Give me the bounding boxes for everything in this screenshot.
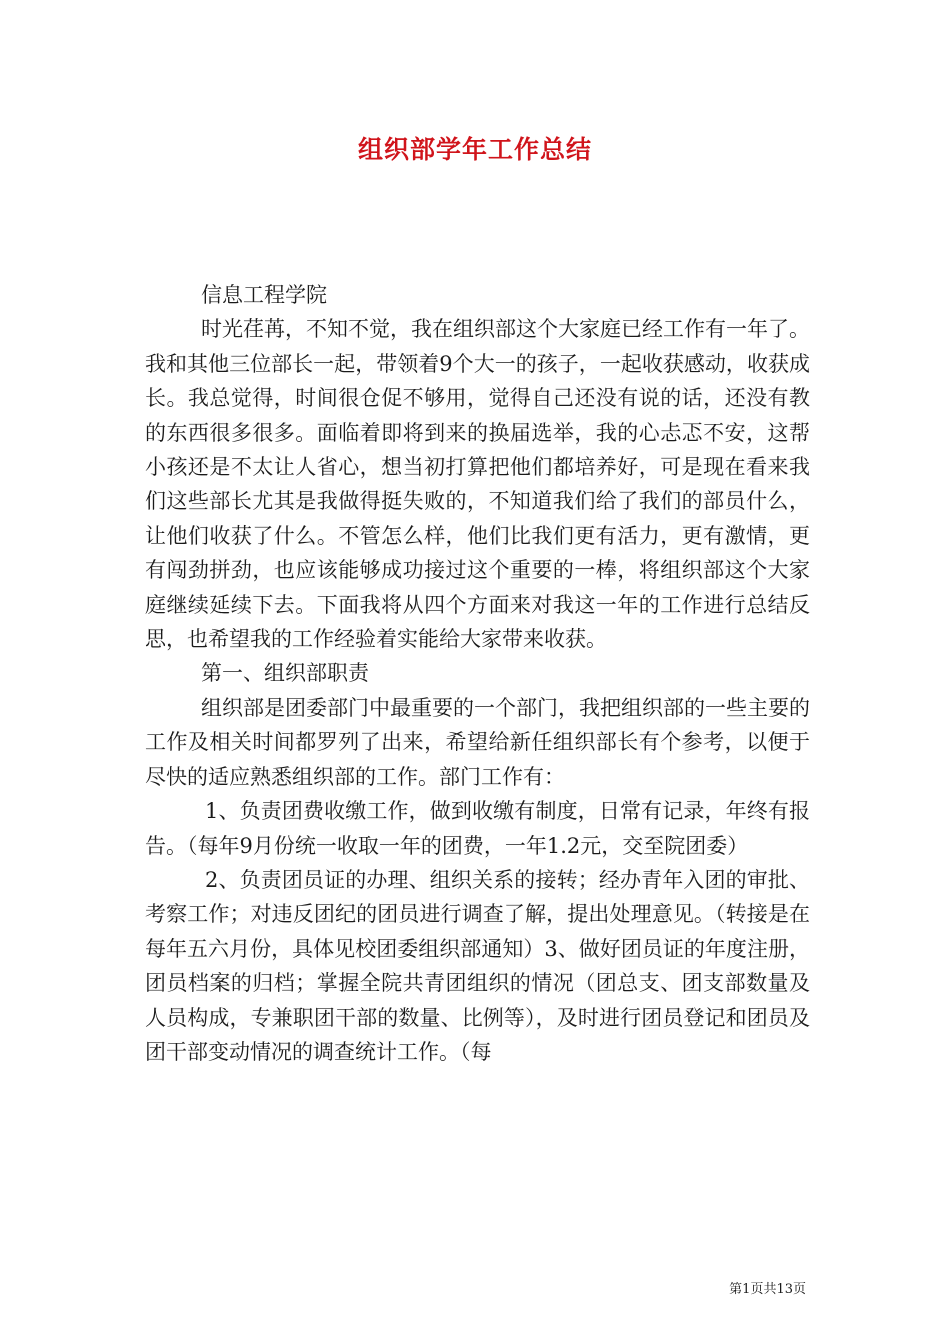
duty-item-1: 1、负责团费收缴工作，做到收缴有制度，日常有记录，年终有报告。（每年9月份统一收取一年的团费，一年1.2元，交至院团委）: [145, 799, 810, 858]
section-heading: 第一、组织部职责: [201, 661, 369, 686]
intro-paragraph: 时光荏苒，不知不觉，我在组织部这个大家庭已经工作有一年了。我和其他三位部长一起，带领着9个大一的孩子，一起收获感动，收获成长。我总觉得，时间很仓促不够用，觉得自己还没有说的话，还没有教的东西很多很多。面临着即将到来的换届选举，我的心忐忑不安，这帮小孩还是不太让人省心，想当初打算把他们都培养好，可是现在看来我们这些部长尤其是我做得挺失败的，不知道我们给了我们的部员什么，让他们收获了什么。不管怎么样，他们比我们更有活力，更有激情，更有闯劲拼劲，也应该能够成功接过这个重要的一棒，将组织部这个大家庭继续延续下去。下面我将从四个方面来对我这一年的工作进行总结反思，也希望我的工作经验着实能给大家带来收获。: [145, 317, 810, 652]
page-number: 第1页共13页: [729, 1282, 806, 1297]
section-paragraph: 组织部是团委部门中最重要的一个部门，我把组织部的一些主要的工作及相关时间都罗列了出来，希望给新任组织部长有个参考，以便于尽快的适应熟悉组织部的工作。部门工作有：: [145, 695, 810, 789]
duty-item-2: 2、负责团员证的办理、组织关系的接转；经办青年入团的审批、考察工作；对违反团纪的团员进行调查了解，提出处理意见。（转接是在每年五六月份，具体见校团委组织部通知）3、做好团员证的年度注册，团员档案的归档；掌握全院共青团组织的情况（团总支、团支部数量及人员构成，专兼职团干部的数量、比例等），及时进行团员登记和团员及团干部变动情况的调查统计工作。（每: [145, 867, 810, 1064]
document-body: [145, 278, 810, 1069]
department-line: 信息工程学院: [201, 283, 327, 307]
document-title: 组织部学年工作总结: [357, 135, 592, 164]
